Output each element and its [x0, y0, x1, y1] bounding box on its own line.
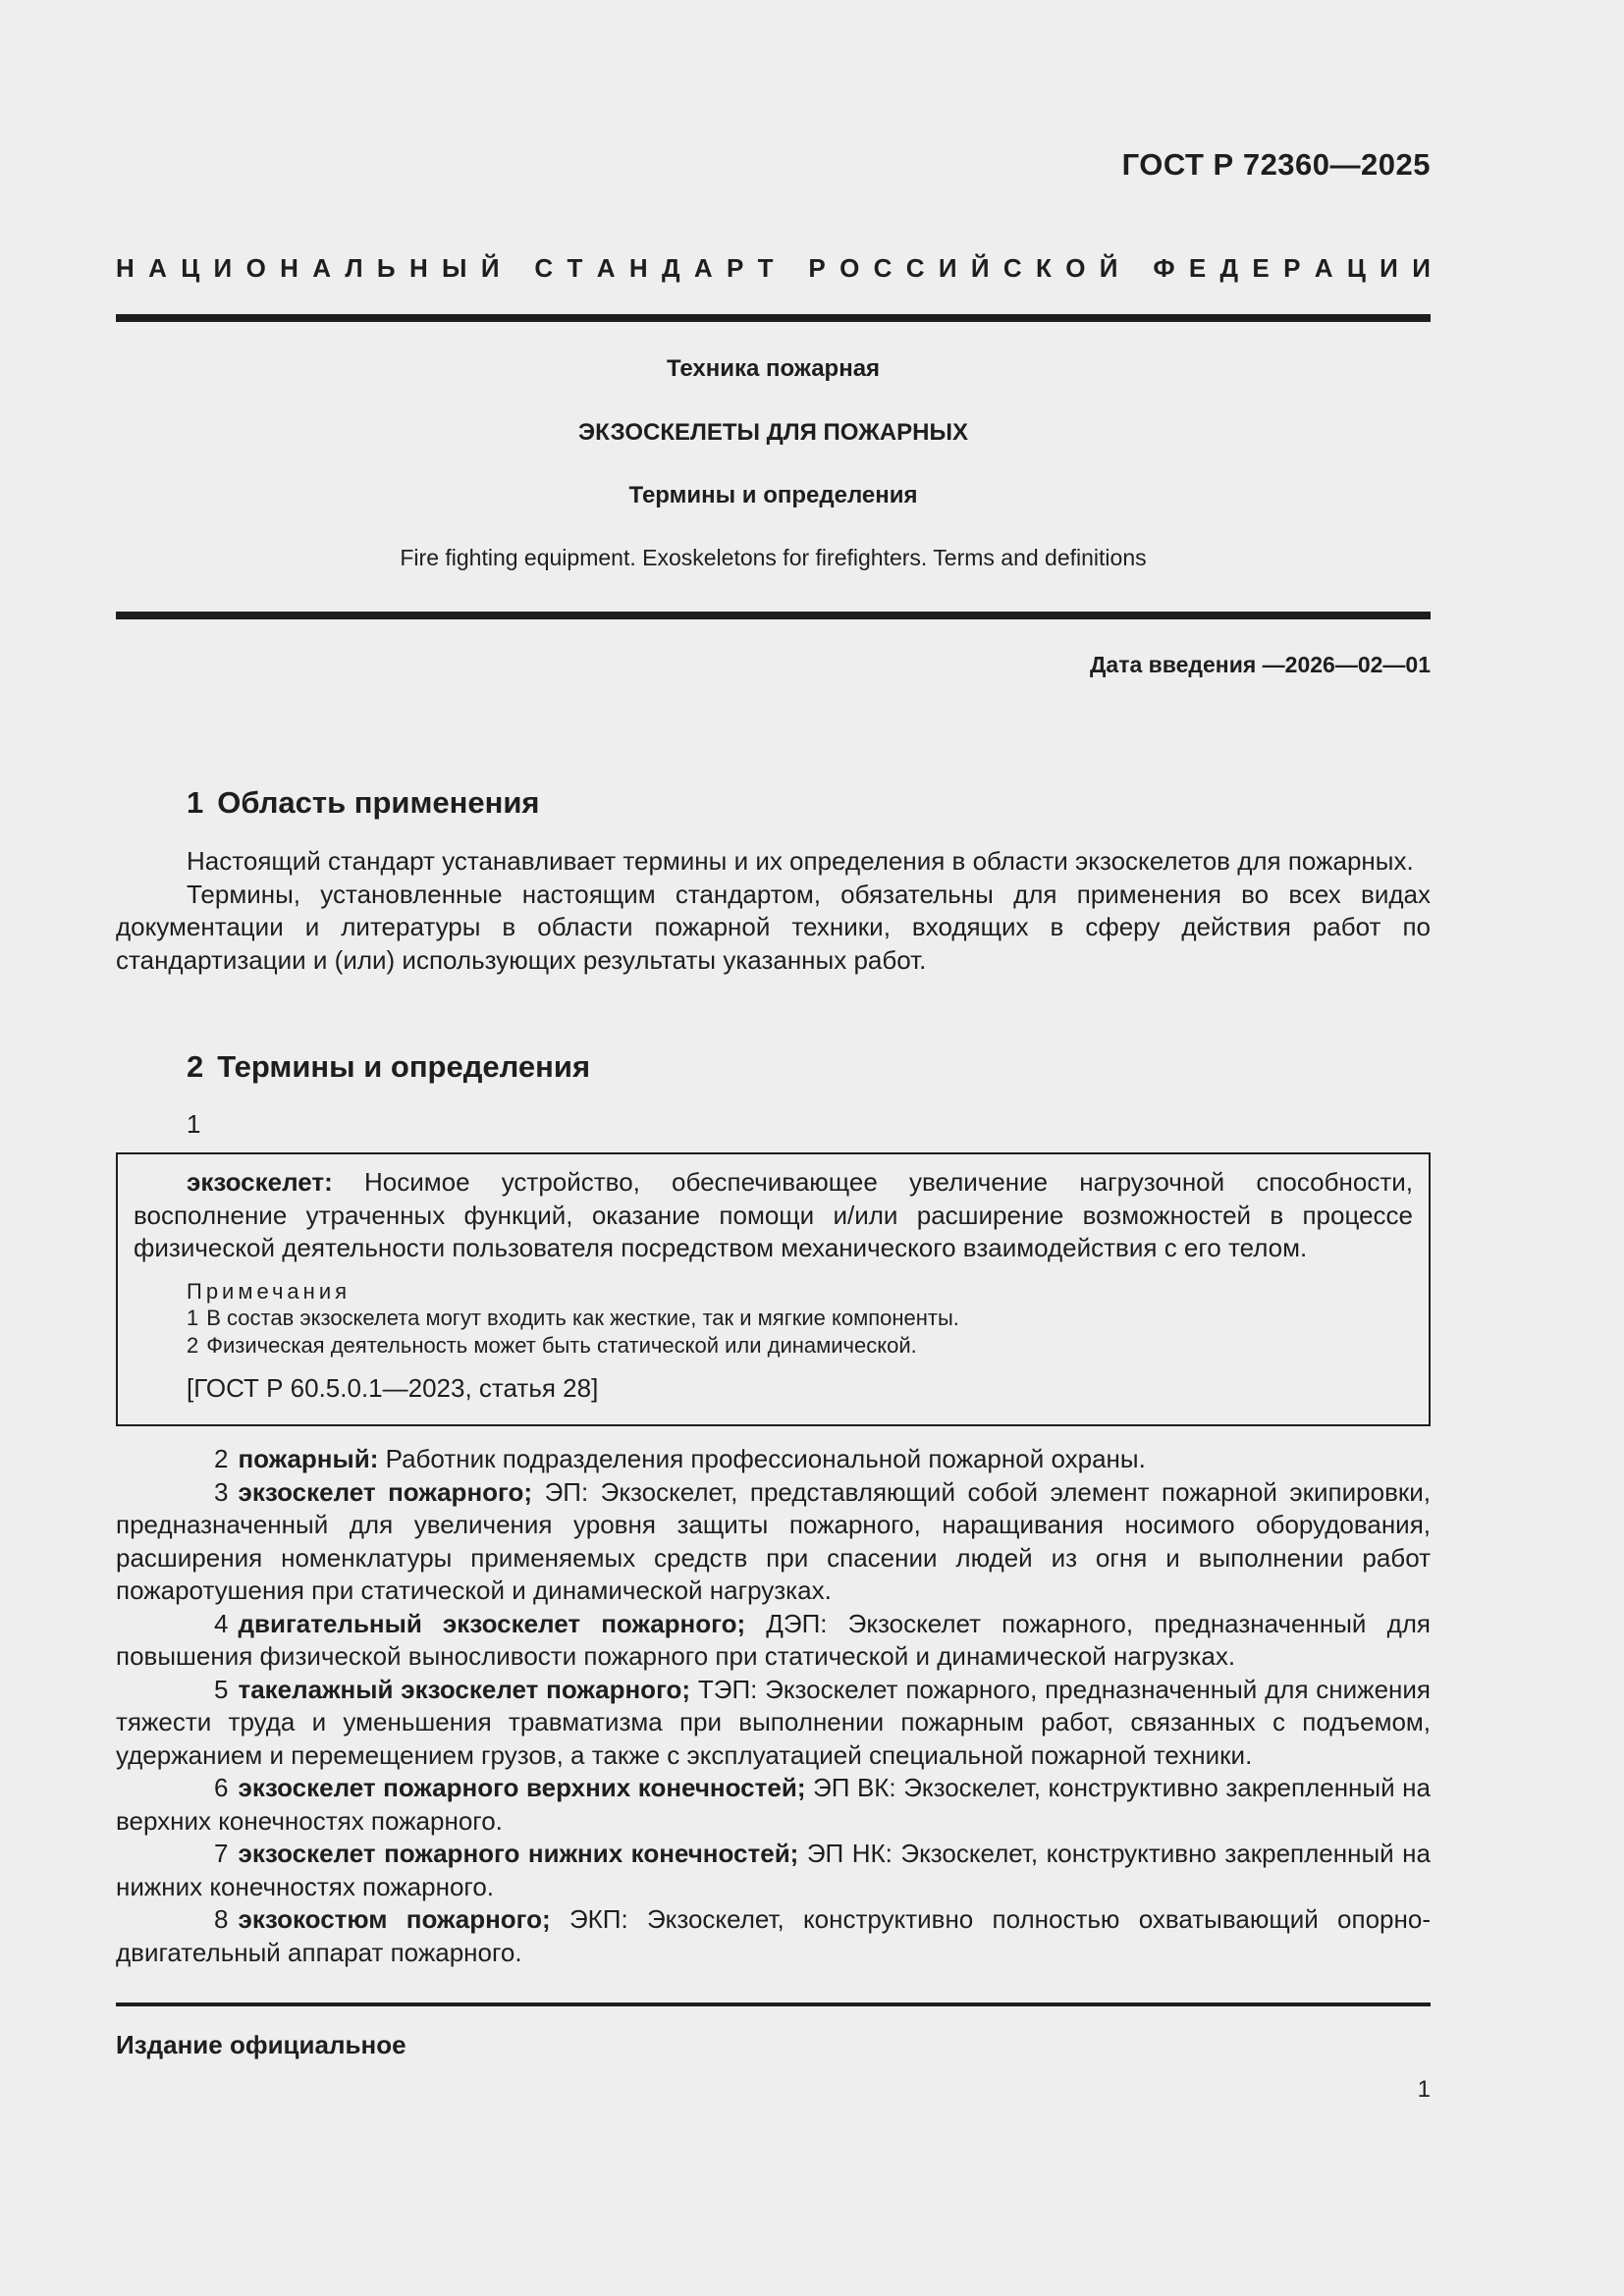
term-name: двигательный экзоскелет пожарного; [238, 1608, 746, 1638]
standard-title-letter: Й [480, 253, 500, 283]
standard-title-letter: А [148, 253, 167, 283]
header-rule [116, 314, 1431, 322]
term1-source: [ГОСТ Р 60.5.0.1—2023, статья 28] [187, 1372, 599, 1403]
term-abbreviation: ЭКП: [568, 1904, 628, 1934]
page-number: 1 [1417, 2076, 1431, 2103]
standard-title-letter: Ы [442, 253, 467, 283]
section1-paragraph: Настоящий стандарт устанавливает термины и их определения в области экзоскелетов для пожарных. [187, 846, 1414, 876]
standard-title-letter: Р [1283, 253, 1301, 283]
standard-title-letter: Ц [1346, 253, 1366, 283]
standard-title-letter [1132, 253, 1139, 284]
term-name: экзокостюм пожарного; [238, 1904, 551, 1934]
standard-title-letter [787, 253, 794, 284]
term-definition: Экзоскелет, представляющий собой элемент пожарной экипировки, предназначенный для увеличения уровня защиты пожарного, наращивания носимого оборудования, расширения номенклатуры применяемых средств при спасении людей из огня и выполнении работ пожаротушения при статической и динамической нагрузках. [116, 1476, 1431, 1605]
term-entry [116, 1608, 1431, 1674]
standard-title-letter: А [596, 253, 616, 283]
standard-title-letter: О [1065, 253, 1086, 283]
standard-title-letter: С [1002, 253, 1022, 283]
terms-list [116, 1443, 1431, 1969]
section1-heading [187, 785, 540, 821]
term-abbreviation: ТЭП: [697, 1674, 758, 1704]
term-abbreviation: ЭП: [544, 1476, 589, 1507]
title-terms: Термины и определения [628, 482, 918, 508]
note-text: В состав экзоскелета могут входить как жесткие, так и мягкие компоненты. [206, 1305, 959, 1330]
term-definition: Экзоскелет, конструктивно полностью охватывающий опорно-двигательный аппарат пожарного. [116, 1904, 1431, 1967]
term1-definition-text: Носимое устройство, обеспечивающее увеличение нагрузочной способности, восполнение утраченных функций, оказание помощи и/или расширение возможностей в процессе физической деятельности пользователя посредством механического взаимодействия с его телом. [134, 1167, 1413, 1262]
term-entry [116, 1838, 1431, 1903]
standard-title-letter: Н [408, 253, 428, 283]
edition-label: Издание официальное [116, 2030, 406, 2059]
section1-body [116, 845, 1431, 977]
term1-definition-box [116, 1152, 1431, 1426]
term1-number: 1 [187, 1109, 201, 1139]
term-number: 5 [214, 1674, 229, 1704]
standard-title-letter: Й [970, 253, 990, 283]
standard-type-title [116, 253, 1431, 284]
standard-title-letter: Н [280, 253, 298, 283]
gost-number: ГОСТ Р 72360—2025 [1121, 147, 1431, 182]
standard-title-letter: О [839, 253, 860, 283]
standard-title-letter: Р [726, 253, 744, 283]
title-main: ЭКЗОСКЕЛЕТЫ ДЛЯ ПОЖАРНЫХ [578, 419, 968, 446]
section1-paragraph: Термины, установленные настоящим стандартом, обязательны для применения во всех видах документации и литературы в области пожарной техники, входящих в сферу действия работ по стандартизации и (или) использующих результаты указанных работ. [116, 879, 1431, 975]
standard-title-letter: Т [757, 253, 774, 283]
standard-title-letter: Н [116, 253, 135, 283]
section2-number: 2 [187, 1049, 204, 1084]
term-definition: Работник подразделения профессиональной пожарной охраны. [385, 1444, 1146, 1473]
term-entry [116, 1903, 1431, 1969]
standard-title-letter: А [312, 253, 332, 283]
term-entry [116, 1443, 1431, 1476]
term-number: 4 [214, 1608, 229, 1638]
term-definition: Экзоскелет, конструктивно закрепленный на нижних конечностях пожарного. [116, 1839, 1431, 1901]
term-number: 2 [214, 1444, 229, 1473]
term-number: 7 [214, 1839, 229, 1868]
standard-title-letter: Т [567, 253, 583, 283]
term-number: 8 [214, 1904, 229, 1934]
note-item [134, 1305, 1413, 1332]
section1-number: 1 [187, 785, 204, 820]
title-rule [116, 612, 1431, 619]
standard-title-letter: И [1380, 253, 1398, 283]
term-name: такелажный экзоскелет пожарного; [238, 1674, 691, 1704]
standard-title-letter: Ф [1153, 253, 1175, 283]
title-english: Fire fighting equipment. Exoskeletons for firefighters. Terms and definitions [400, 545, 1147, 570]
term-name: экзоскелет пожарного верхних конечностей; [238, 1773, 806, 1802]
introduction-date: Дата введения —2026—02—01 [1090, 652, 1431, 677]
term1-definition [134, 1166, 1413, 1265]
note-number: 2 [187, 1332, 199, 1358]
note-text: Физическая деятельность может быть статической или динамической. [206, 1332, 917, 1358]
standard-title-letter: Д [661, 253, 680, 283]
term-abbreviation: ДЭП: [766, 1608, 828, 1638]
standard-title-letter: С [905, 253, 925, 283]
footer-rule [116, 2002, 1431, 2006]
standard-title-letter: А [1314, 253, 1333, 283]
standard-title-letter: Е [1252, 253, 1270, 283]
term1-term: экзоскелет: [187, 1167, 333, 1197]
standard-title-letter: Ь [376, 253, 396, 283]
standard-title-letter: Н [628, 253, 648, 283]
term-abbreviation: ЭП ВК: [813, 1773, 896, 1802]
standard-title-letter: Е [1188, 253, 1207, 283]
standard-title-letter: Ц [181, 253, 200, 283]
standard-title-letter: Р [808, 253, 826, 283]
standard-title-letter: И [1412, 253, 1431, 283]
standard-title-letter: А [693, 253, 713, 283]
term-number: 6 [214, 1773, 229, 1802]
term-definition: Экзоскелет пожарного, предназначенный для повышения физической выносливости пожарного при статической и динамической нагрузках. [116, 1608, 1431, 1671]
term-name: экзоскелет пожарного нижних конечностей; [238, 1839, 799, 1868]
standard-title-letter: К [1035, 253, 1052, 283]
note-number: 1 [187, 1305, 199, 1330]
note-item [134, 1332, 1413, 1360]
standard-title-letter: О [245, 253, 266, 283]
term-name: экзоскелет пожарного; [238, 1476, 533, 1507]
standard-title-letter: Й [1099, 253, 1118, 283]
standard-title-letter: Д [1219, 253, 1239, 283]
section2-title: Термины и определения [217, 1049, 591, 1084]
term-name: пожарный: [238, 1444, 379, 1473]
standard-title-letter: С [534, 253, 554, 283]
standard-title-letter: Л [345, 253, 363, 283]
term-entry [116, 1674, 1431, 1773]
term-entry [116, 1772, 1431, 1838]
title-subject: Техника пожарная [666, 355, 881, 382]
standard-title-letter: С [873, 253, 893, 283]
term-definition: Экзоскелет пожарного, предназначенный для снижения тяжести труда и уменьшения травматизма при выполнении пожарным работ, связанных с подъемом, удержанием и перемещением грузов, а также с эксплуатацией специальной пожарной техники. [116, 1674, 1431, 1770]
term-definition: Экзоскелет, конструктивно закрепленный на верхних конечностях пожарного. [116, 1773, 1431, 1836]
standard-title-letter [514, 253, 520, 284]
standard-title-letter: И [938, 253, 957, 283]
notes-label: Примечания [187, 1278, 352, 1304]
section1-title: Область применения [217, 785, 540, 820]
term-abbreviation: ЭП НК: [806, 1839, 893, 1868]
section2-heading [187, 1049, 590, 1085]
standard-title-letter: И [213, 253, 233, 283]
term-number: 3 [214, 1476, 229, 1507]
term-entry [116, 1476, 1431, 1608]
